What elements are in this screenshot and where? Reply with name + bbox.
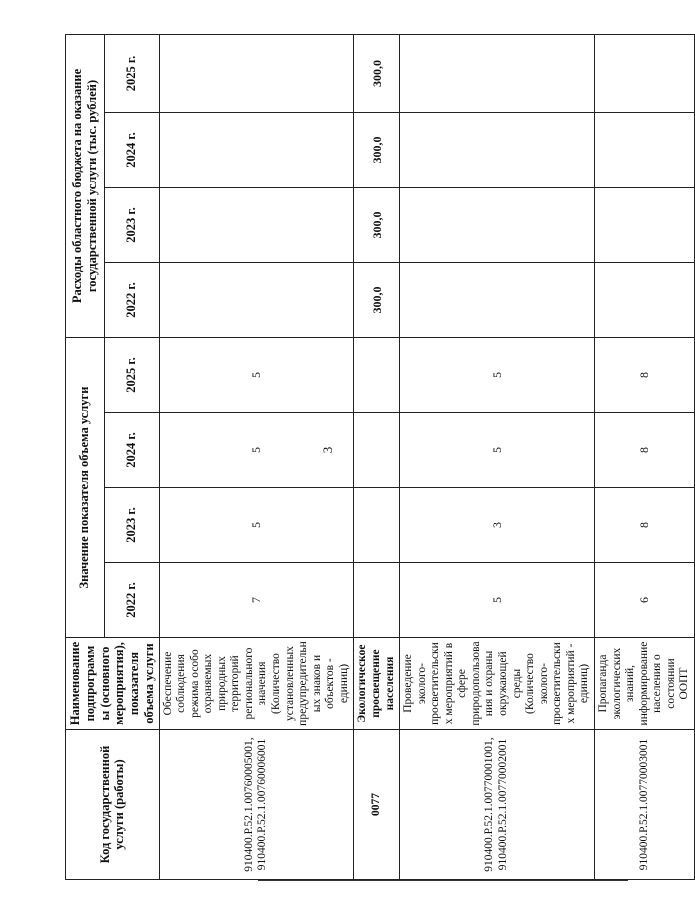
service-name: Проведение эколого-просветительских мероприятий в сфере природопользования и охраны окружающей среды (Количество эколого-просветительских мероприятий - единиц) xyxy=(400,638,595,730)
volume-value: 8 xyxy=(594,338,694,413)
volume-value: 3 xyxy=(400,488,595,563)
services-table xyxy=(65,34,695,880)
header-volume-year: 2023 г. xyxy=(104,488,159,563)
volume-value: 5 xyxy=(159,488,354,563)
volume-value: 7 xyxy=(159,563,354,638)
volume-value: 5 xyxy=(400,413,595,488)
expense-value: 300,0 xyxy=(354,263,400,338)
rotated-page-content xyxy=(65,32,691,882)
table-row xyxy=(400,34,595,879)
service-name: Обеспечение соблюдения режима особо охраняемых природных территорий регионального значения (Количество установленных предупредительных знаков и объектов - единиц) xyxy=(159,638,354,730)
service-code: 0077 xyxy=(354,730,400,880)
volume-value xyxy=(354,413,400,488)
table-row xyxy=(594,34,694,879)
header-volume-year: 2022 г. xyxy=(104,563,159,638)
header-expense-year: 2025 г. xyxy=(104,34,159,112)
page-number: 3 xyxy=(320,446,335,454)
header-expense-year: 2023 г. xyxy=(104,188,159,263)
volume-value: 5 xyxy=(159,338,354,413)
header-expense-group: Расходы областного бюджета на оказание государственной услуги (тыс. рублей) xyxy=(66,34,105,337)
expense-value xyxy=(400,263,595,338)
expense-value xyxy=(594,263,694,338)
header-expense-year: 2022 г. xyxy=(104,263,159,338)
service-name: Экологическое просвещение населения xyxy=(354,638,400,730)
header-name: Наименование подпрограммы (основного мероприятия), показателя объема услуги xyxy=(66,638,160,730)
volume-value xyxy=(354,563,400,638)
table-row xyxy=(159,34,354,879)
header-volume-year: 2024 г. xyxy=(104,413,159,488)
expense-value: 300,0 xyxy=(354,188,400,263)
expense-value xyxy=(594,113,694,188)
expense-value xyxy=(400,188,595,263)
volume-value: 8 xyxy=(594,413,694,488)
volume-value xyxy=(354,338,400,413)
expense-value xyxy=(594,34,694,112)
table-row xyxy=(354,34,400,879)
service-name: Пропаганда экологических знаний, информирование населения о состоянии ООПТ xyxy=(594,638,694,730)
header-volume-group: Значение показателя объема услуги xyxy=(66,338,105,638)
volume-value: 5 xyxy=(400,338,595,413)
expense-value xyxy=(400,113,595,188)
volume-value xyxy=(354,488,400,563)
expense-value xyxy=(159,188,354,263)
expense-value: 300,0 xyxy=(354,34,400,112)
expense-value: 300,0 xyxy=(354,113,400,188)
volume-value: 5 xyxy=(400,563,595,638)
bottom-rule-line xyxy=(258,880,628,881)
header-expense-year: 2024 г. xyxy=(104,113,159,188)
service-code: 910400.Р.52.1.00770001001, 910400.Р.52.1.00770002001 xyxy=(400,730,595,880)
volume-value: 6 xyxy=(594,563,694,638)
expense-value xyxy=(159,263,354,338)
expense-value xyxy=(159,113,354,188)
expense-value xyxy=(594,188,694,263)
service-code: 910400.Р.52.1.00760005001, 910400.Р.52.1.00760006001 xyxy=(159,730,354,880)
header-volume-year: 2025 г. xyxy=(104,338,159,413)
expense-value xyxy=(159,34,354,112)
volume-value: 8 xyxy=(594,488,694,563)
expense-value xyxy=(400,34,595,112)
volume-value: 5 xyxy=(159,413,354,488)
header-code: Код государственной услуги (работы) xyxy=(66,730,160,880)
service-code: 910400.Р.52.1.00770003001 xyxy=(594,730,694,880)
